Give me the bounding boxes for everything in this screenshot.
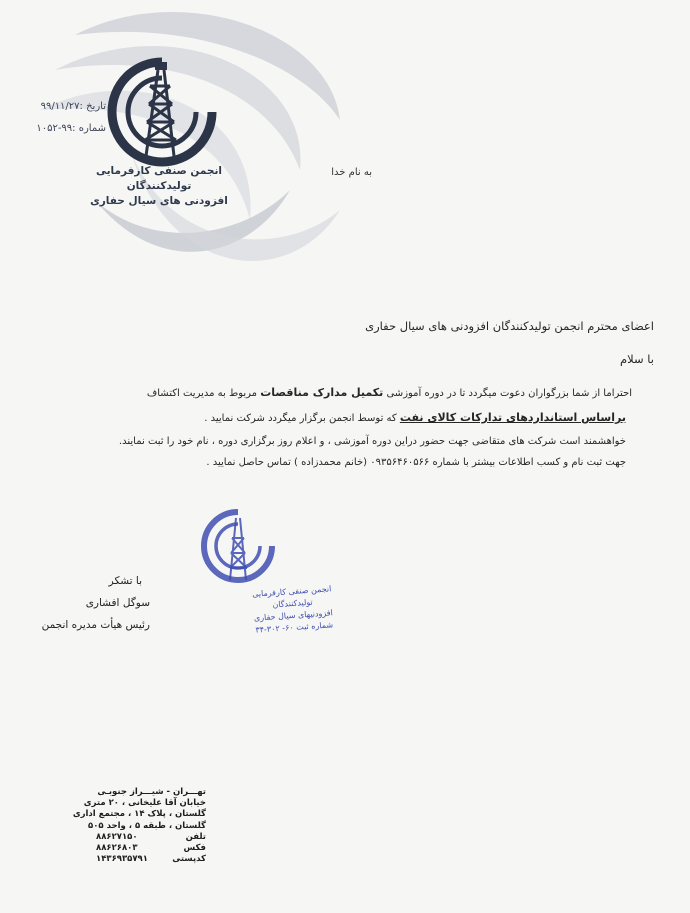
association-stamp	[200, 508, 276, 592]
footer-postal: ۱۴۳۶۹۳۵۷۹۱	[96, 854, 148, 865]
footer-fax: ۸۸۶۲۶۸۰۳	[96, 843, 138, 854]
letter-date: تاریخ :۹۹/۱۱/۲۷	[40, 101, 106, 112]
footer-phone-row	[96, 832, 206, 843]
footer-phone: ۸۸۶۲۷۱۵۰	[96, 831, 138, 842]
stamp-text	[246, 583, 339, 637]
signature-thanks: با تشکر	[108, 575, 142, 587]
paragraph-1-end: مربوط به مدیریت اکتشاف	[146, 388, 261, 399]
paragraph-2	[204, 411, 626, 424]
paragraph-2-end: که توسط انجمن برگزار میگردد شرکت نمایید .	[204, 413, 400, 424]
letter-greeting: با سلام	[620, 352, 654, 366]
footer-postal-label: کدپستی	[172, 854, 206, 865]
standard-title: براساس استانداردهای تدارکات کالای نفت	[399, 411, 626, 424]
besmellah: به نام خدا	[331, 167, 372, 178]
letter-recipient: اعضای محترم انجمن تولیدکنندگان افزودنی های سیال حفاری	[365, 319, 654, 333]
association-logo	[106, 56, 218, 168]
footer-fax-label: فکس	[183, 843, 206, 854]
signature-name: سوگل افشاری	[85, 597, 150, 609]
paragraph-3: خواهشمند است شرکت های متقاضی جهت حضور دراین دوره آموزشی ، و اعلام روز برگزاری دوره ، نام خود را ثبت نمایند.	[118, 436, 626, 447]
paragraph-4: جهت ثبت نام و کسب اطلاعات بیشتر با شماره ۰۹۳۵۶۴۶۰۵۶۶ (خانم محمدزاده ) تماس حاصل نمایید .	[206, 457, 626, 468]
signature-title: رئیس هیأت مدیره انجمن	[41, 619, 150, 631]
footer-fax-row	[96, 843, 206, 854]
footer-city: تهـــران - شیـــراز جنوبـی	[97, 787, 206, 797]
stamp-line1: انجمن صنفی کارفرمایی تولیدکنندگان	[251, 584, 332, 610]
stamp-line2: افزودنیهای سیال حفاری	[253, 608, 334, 623]
paragraph-1	[147, 386, 632, 399]
footer-postal-row	[96, 854, 206, 865]
footer-unit: گلستان ، طبقه ۵ ، واحد ۵۰۵	[88, 820, 206, 831]
footer-address	[72, 787, 206, 865]
letter-meta	[28, 96, 106, 140]
course-title: تکمیل مدارک مناقصات	[260, 386, 384, 399]
footer-street: خیابان آقا علیخانی ، ۲۰ متری	[83, 798, 206, 809]
organization-name-line2: افزودنی های سیال حفاری	[90, 195, 228, 207]
organization-name-line1: انجمن صنفی کارفرمایی تولیدکنندگان	[95, 165, 223, 192]
footer-phone-label: تلفن	[185, 831, 206, 842]
stamp-line3: شماره ثبت ۶۰- ۳۰۲-۳۴	[255, 620, 334, 635]
paragraph-1-start: احتراما از شما بزرگواران دعوت میگردد تا در دوره آموزشی	[383, 388, 632, 399]
footer-alley: گلستان ، پلاک ۱۴ ، مجتمع اداری	[72, 809, 206, 820]
organization-name	[64, 164, 254, 209]
letter-number: شماره :۹۹-۱۰۵۲	[36, 123, 106, 134]
